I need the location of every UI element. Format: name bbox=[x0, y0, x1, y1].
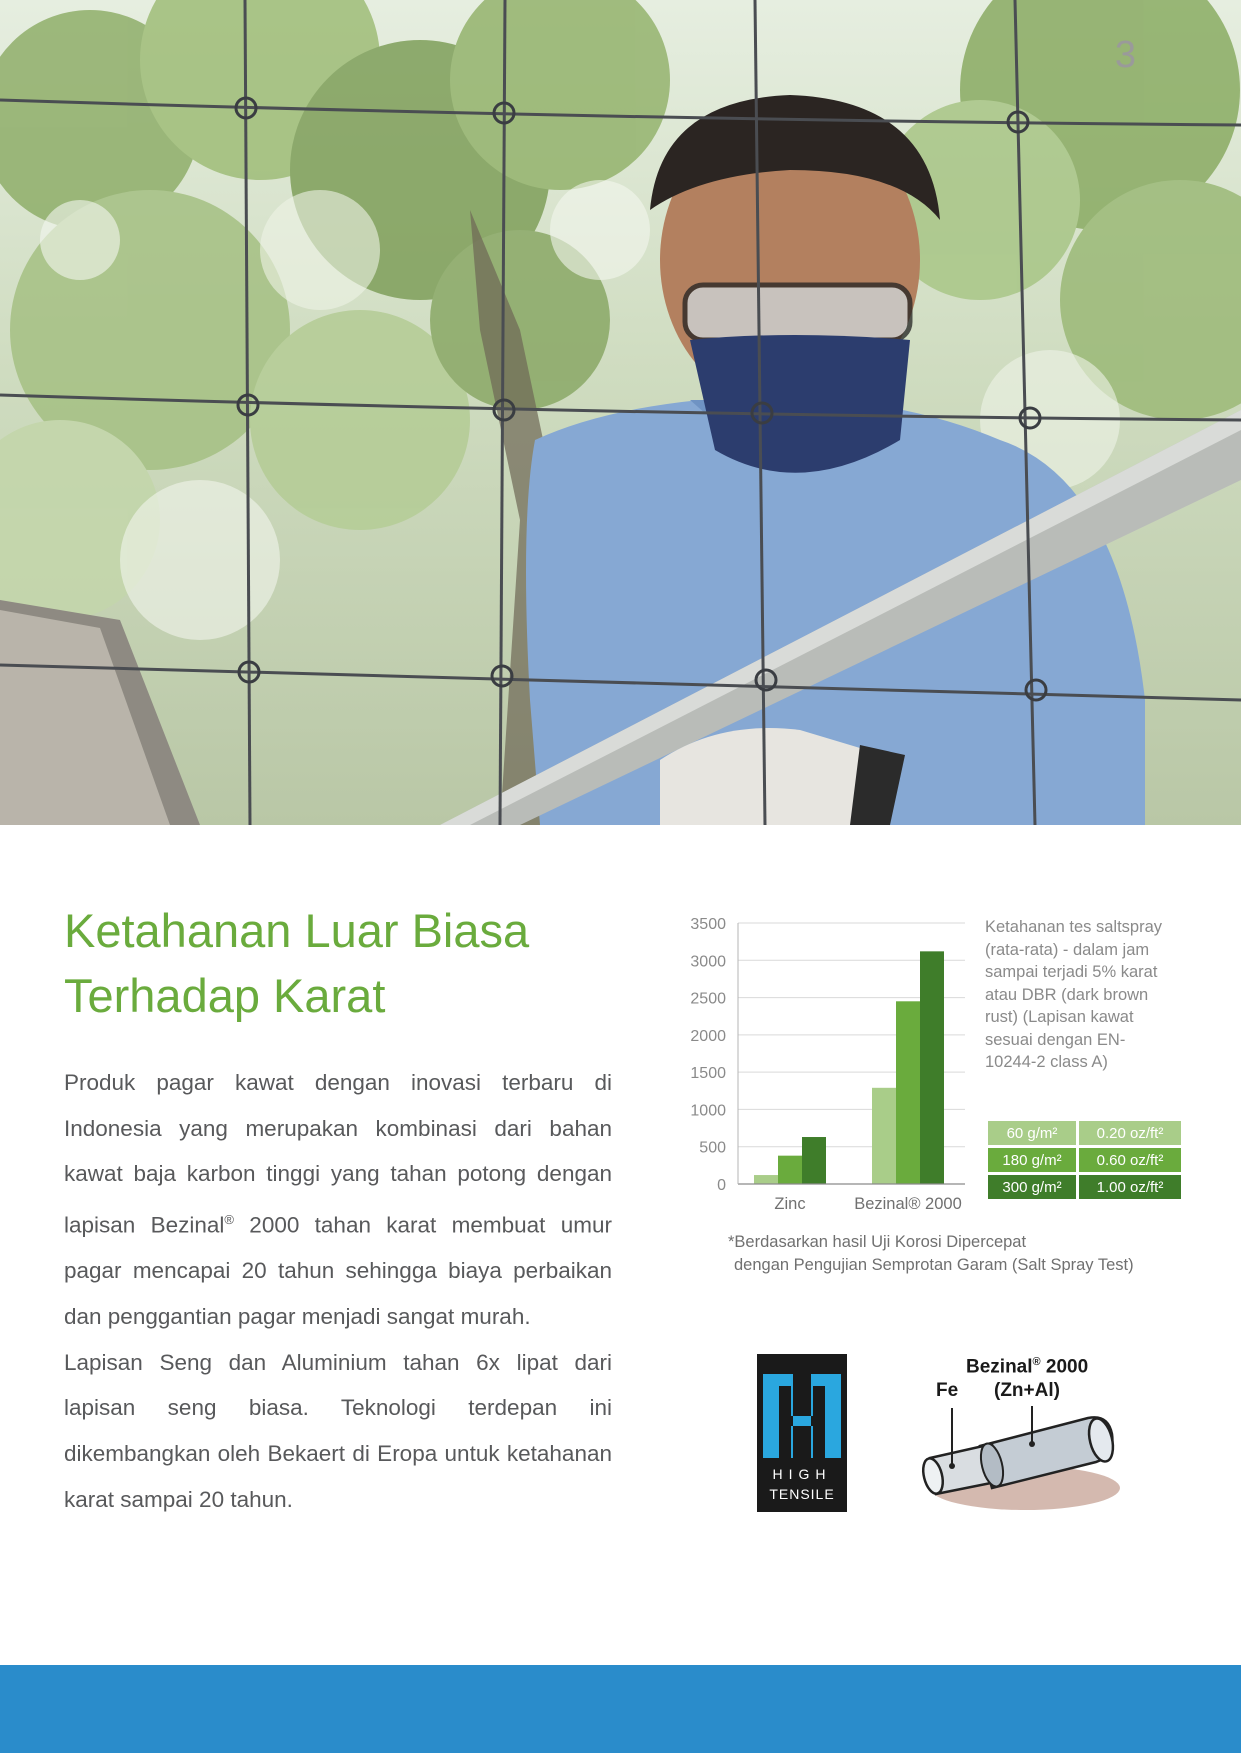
y-tick-label: 500 bbox=[699, 1139, 726, 1157]
coating-ounce: 0.20 oz/ft² bbox=[1079, 1121, 1181, 1145]
y-tick-label: 1500 bbox=[690, 1065, 726, 1083]
coating-ounce: 0.60 oz/ft² bbox=[1079, 1148, 1181, 1172]
high-tensile-mark bbox=[757, 1354, 847, 1464]
chart-note: Ketahanan tes saltspray (rata-rata) - dalam jam sampai terjadi 5% karat atau DBR (dark brown rust) (Lapisan kawat sesuai dengan EN-10244-2 class A) bbox=[985, 918, 1163, 1071]
wire-title-text: Bezinal bbox=[966, 1356, 1033, 1378]
body-paragraph-1-text: Produk pagar kawat dengan inovasi terbaru di Indonesia yang merupakan kombinasi dari bahan kawat baja karbon tinggi yang tahan potong dengan lapisan Bezinal bbox=[64, 1070, 612, 1238]
y-tick-label: 2000 bbox=[690, 1027, 726, 1045]
x-category-label: Bezinal® 2000 bbox=[854, 1195, 962, 1213]
wire-coating-diagram bbox=[900, 1348, 1125, 1518]
wire-title-num: 2000 bbox=[1040, 1356, 1089, 1378]
wire-title-reg: ® bbox=[1032, 1356, 1041, 1368]
chart-footnote bbox=[728, 1231, 1208, 1277]
logo-text-high: HIGH bbox=[772, 1466, 832, 1482]
bar bbox=[872, 1088, 896, 1184]
y-tick-label: 3000 bbox=[690, 953, 726, 971]
coating-row bbox=[988, 1121, 1181, 1145]
bar bbox=[778, 1156, 802, 1184]
coating-row bbox=[988, 1175, 1181, 1199]
bar bbox=[754, 1175, 778, 1184]
body-paragraph-1-text-cont: 2000 tahan karat membuat umur pagar mencapai 20 tahun sehingga biaya perbaikan dan penggantian pagar menjadi sangat murah. bbox=[64, 1212, 612, 1330]
x-category-label: Zinc bbox=[774, 1195, 806, 1213]
coating-gram: 60 g/m² bbox=[988, 1121, 1076, 1145]
section-headline: Ketahanan Luar Biasa Terhadap Karat bbox=[64, 904, 530, 1022]
footnote-line-1: *Berdasarkan hasil Uji Korosi Dipercepat bbox=[728, 1233, 1027, 1251]
y-tick-label: 3500 bbox=[690, 916, 726, 933]
coating-legend-table bbox=[985, 1118, 1184, 1202]
saltspray-bar-chart bbox=[660, 908, 980, 1218]
coating-row bbox=[988, 1148, 1181, 1172]
body-paragraph-1 bbox=[64, 1060, 612, 1340]
hero-photo bbox=[0, 0, 1241, 825]
y-tick-label: 1000 bbox=[690, 1102, 726, 1120]
chart-x-axis bbox=[774, 1195, 961, 1213]
registered-mark: ® bbox=[224, 1212, 234, 1228]
worker-fence-illustration bbox=[0, 0, 1241, 825]
bar bbox=[896, 1001, 920, 1184]
body-text bbox=[64, 1060, 612, 1523]
bar bbox=[920, 951, 944, 1184]
coating-gram: 180 g/m² bbox=[988, 1148, 1076, 1172]
wire-label-alloy: (Zn+Al) bbox=[994, 1380, 1060, 1401]
coating-gram: 300 g/m² bbox=[988, 1175, 1076, 1199]
wire-label-bezinal bbox=[966, 1356, 1088, 1378]
y-tick-label: 2500 bbox=[690, 990, 726, 1008]
wire-label-fe: Fe bbox=[936, 1380, 959, 1401]
coating-ounce: 1.00 oz/ft² bbox=[1079, 1175, 1181, 1199]
footer-bar bbox=[0, 1665, 1241, 1753]
chart-y-axis bbox=[690, 916, 726, 1194]
body-paragraph-2: Lapisan Seng dan Aluminium tahan 6x lipat dari lapisan seng biasa. Teknologi terdepan ini dikembangkan oleh Bekaert di Eropa untuk ketahanan karat sampai 20 tahun. bbox=[64, 1349, 612, 1512]
chart-bars bbox=[754, 951, 944, 1184]
page-number: 3 bbox=[1114, 34, 1136, 76]
y-tick-label: 0 bbox=[717, 1177, 726, 1194]
bar bbox=[802, 1137, 826, 1184]
logo-text-tensile: TENSILE bbox=[769, 1486, 835, 1502]
footnote-line-2: dengan Pengujian Semprotan Garam (Salt Spray Test) bbox=[734, 1256, 1134, 1274]
high-tensile-logo bbox=[757, 1354, 847, 1512]
